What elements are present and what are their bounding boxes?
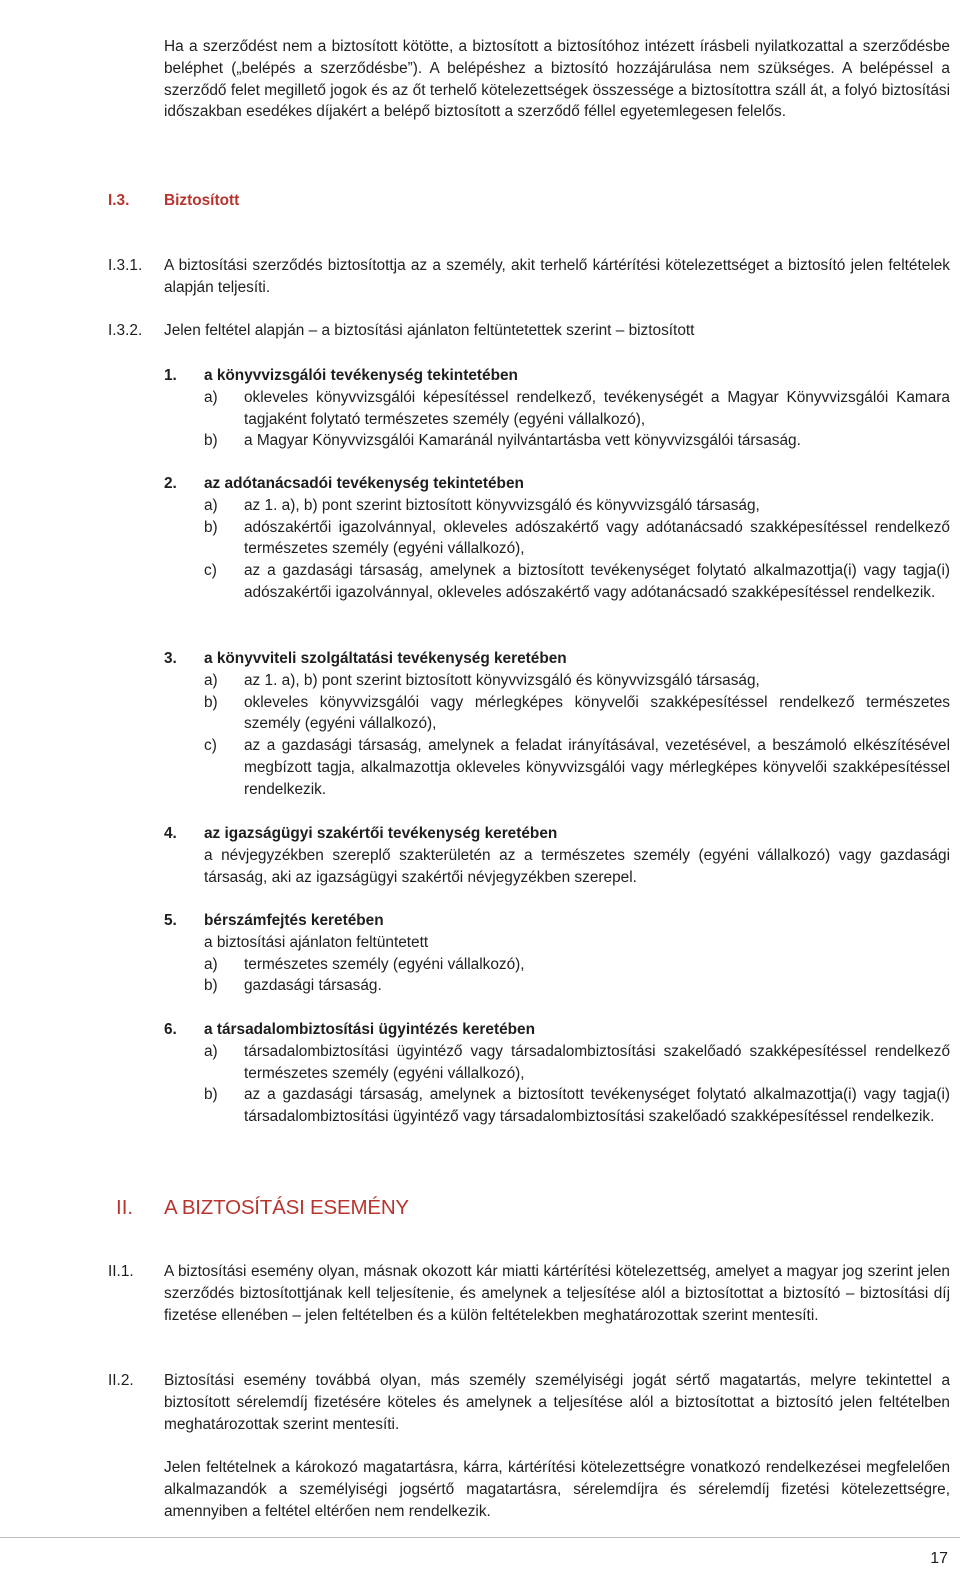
sub-item <box>164 1041 950 1085</box>
sub-text: az a gazdasági társaság, amelynek a biztosított tevékenységet folytató alkalmazottja(i) vagy tagja(i) társadalombiztosítási ügyintéző vagy társadalombiztosítási szakelőadó szakképesítéssel rendelkezik. <box>244 1086 950 1126</box>
item-title: a könyvvizsgálói tevékenység tekintetében <box>204 367 518 384</box>
intro-paragraph: Ha a szerződést nem a biztosított kötötte, a biztosított a biztosítóhoz intézett írásbeli nyilatkozattal a szerződésbe beléphet („belépés a szerződésbe”). A belépéshez a biztosító hozzájárulása nem szükséges. A belépéssel a szerződő felet megillető jogok és az őt terhelő kötelezettségek összessége a biztosítottra száll át, a folyó biztosítási időszakban esedékes díjakért a belépő biztosított a szerződő féllel egyetemlegesen felelős. <box>164 38 950 121</box>
list-item <box>164 365 950 452</box>
item-title: az adótanácsadói tevékenység tekintetében <box>204 475 524 492</box>
paragraph-number-i32: I.3.2. <box>108 322 143 339</box>
paragraph-ii2-continued <box>164 1457 950 1522</box>
sub-letter: a) <box>204 388 218 406</box>
paragraph-number-ii2: II.2. <box>108 1372 134 1389</box>
footer-divider <box>0 1537 960 1538</box>
paragraph-ii1 <box>164 1261 950 1326</box>
item-number: 3. <box>164 650 177 667</box>
item-number: 5. <box>164 912 177 929</box>
sub-letter: c) <box>204 562 217 580</box>
paragraph-ii2 <box>164 1370 950 1435</box>
item-heading <box>164 365 950 387</box>
sub-text: gazdasági társaság. <box>244 977 382 995</box>
paragraph-number-ii1: II.1. <box>108 1263 134 1280</box>
sub-text: az 1. a), b) pont szerint biztosított könyvvizsgáló és könyvvizsgáló társaság, <box>244 671 760 689</box>
sub-item <box>164 495 950 517</box>
item-title: a könyvviteli szolgáltatási tevékenység keretében <box>204 650 567 667</box>
paragraph-text: Jelen feltétel alapján – a biztosítási ajánlaton feltüntetettek szerint – biztosított <box>164 322 695 339</box>
item-number: 6. <box>164 1021 177 1038</box>
sub-letter: b) <box>204 518 218 536</box>
section-title: Biztosított <box>164 192 240 209</box>
intro-block <box>164 36 950 123</box>
list-item <box>164 1019 950 1128</box>
sub-item <box>164 1084 950 1128</box>
section-title: A BIZTOSÍTÁSI ESEMÉNY <box>164 1196 409 1219</box>
sub-letter: b) <box>204 432 218 450</box>
paragraph-i31 <box>164 255 950 299</box>
sub-item <box>164 560 950 604</box>
sub-item <box>164 692 950 736</box>
sub-text: okleveles könyvvizsgálói vagy mérlegképes könyvelői szakképesítéssel rendelkező természetes személy (egyéni vállalkozó), <box>244 693 950 733</box>
sub-letter: b) <box>204 1086 218 1104</box>
paragraph-text: Biztosítási esemény továbbá olyan, más személy személyiségi jogát sértő magatartás, melyre tekintettel a biztosított sérelemdíj fizetésére köteles és amelynek a teljesítése alól a biztosítottat a biztosító jelen feltételben meghatározottak szerint mentesíti. <box>164 1372 950 1433</box>
section-number: I.3. <box>108 192 130 209</box>
list-item <box>164 823 950 888</box>
sub-letter: c) <box>204 737 217 755</box>
item-heading <box>164 910 950 932</box>
sub-item <box>164 670 950 692</box>
item-number: 2. <box>164 475 177 492</box>
paragraph-text: Jelen feltételnek a károkozó magatartásra, kárra, kártérítési kötelezettségre vonatkozó rendelkezései megfelelően alkalmazandók a személyiségi jogsértő magatartásra, sérelemdíjra és sérelemdíj fizetési kötelezettségre, amennyiben a feltétel eltérően nem rendelkezik. <box>164 1459 950 1520</box>
sub-letter: a) <box>204 671 218 689</box>
sub-item <box>164 954 950 976</box>
item-heading <box>164 823 950 845</box>
sub-letter: b) <box>204 977 218 995</box>
sub-item <box>164 517 950 561</box>
paragraph-number-i31: I.3.1. <box>108 257 143 274</box>
sub-item <box>164 735 950 800</box>
item-title: a társadalombiztosítási ügyintézés keretében <box>204 1021 536 1038</box>
item-plain-text: a biztosítási ajánlaton feltüntetett <box>204 933 429 951</box>
sub-letter: a) <box>204 955 218 973</box>
page-number: 17 <box>930 1550 948 1567</box>
list-item <box>164 910 950 997</box>
item-number: 1. <box>164 367 177 384</box>
sub-item <box>164 430 950 452</box>
sub-letter: b) <box>204 693 218 711</box>
paragraph-text: A biztosítási esemény olyan, másnak okozott kár miatti kártérítési kötelezettség, amelyet a magyar jog szerint jelen szerződés biztosítottjának kell teljesítenie, és amelynek a teljesítése alól a biztosítottat a biztosító – biztosítási díj fizetése ellenében – jelen feltételben és a külön feltételekben meghatározottak szerint mentesíti. <box>164 1263 950 1324</box>
item-plain-text: a névjegyzékben szereplő szakterületén az a természetes személy (egyéni vállalkozó) vagy gazdasági társaság, aki az igazságügyi szakértői névjegyzékben szerepel. <box>204 846 950 886</box>
item-heading <box>164 648 950 670</box>
list-item <box>164 648 950 801</box>
item-number: 4. <box>164 825 177 842</box>
item-text <box>164 932 950 954</box>
sub-text: az a gazdasági társaság, amelynek a biztosított tevékenységet folytató alkalmazottja(i) vagy tagja(i) adószakértői igazolvánnyal, okleveles adószakértő vagy adótanácsadó szakképesítéssel rendelkezik. <box>244 562 950 601</box>
section-number: II. <box>116 1196 134 1219</box>
sub-text: az 1. a), b) pont szerint biztosított könyvvizsgáló és könyvvizsgáló társaság, <box>244 496 760 514</box>
sub-item <box>164 975 950 997</box>
item-title: az igazságügyi szakértői tevékenység keretében <box>204 825 558 842</box>
paragraph-i32 <box>164 320 950 342</box>
sub-text: a Magyar Könyvvizsgálói Kamaránál nyilvántartásba vett könyvvizsgálói társaság. <box>244 432 801 450</box>
item-text <box>164 845 950 889</box>
sub-text: társadalombiztosítási ügyintéző vagy társadalombiztosítási szakelőadó szakképesítéssel rendelkező természetes személy (egyéni vállalkozó), <box>244 1042 950 1082</box>
sub-text: az a gazdasági társaság, amelynek a feladat irányításával, vezetésével, a beszámoló elkészítésével megbízott tagja, alkalmazottja okleveles könyvvizsgálói vagy mérlegképes könyvelői szakképesítéssel rendelkezik. <box>244 737 950 798</box>
item-heading <box>164 473 950 495</box>
item-title: bérszámfejtés keretében <box>204 912 384 929</box>
sub-letter: a) <box>204 1042 218 1060</box>
sub-letter: a) <box>204 496 218 514</box>
item-heading <box>164 1019 950 1041</box>
list-item <box>164 473 950 604</box>
sub-text: természetes személy (egyéni vállalkozó), <box>244 955 525 973</box>
sub-text: okleveles könyvvizsgálói képesítéssel rendelkező, tevékenységét a Magyar Könyvvizsgálói Kamara tagjaként folytató természetes személy (egyéni vállalkozó), <box>244 388 950 428</box>
paragraph-text: A biztosítási szerződés biztosítottja az a személy, akit terhelő kártérítési kötelezettséget a biztosító jelen feltételek alapján teljesíti. <box>164 257 950 296</box>
sub-item <box>164 387 950 431</box>
sub-text: adószakértői igazolvánnyal, okleveles adószakértő vagy adótanácsadó szakképesítéssel rendelkező természetes személy (egyéni vállalkozó), <box>244 518 950 558</box>
